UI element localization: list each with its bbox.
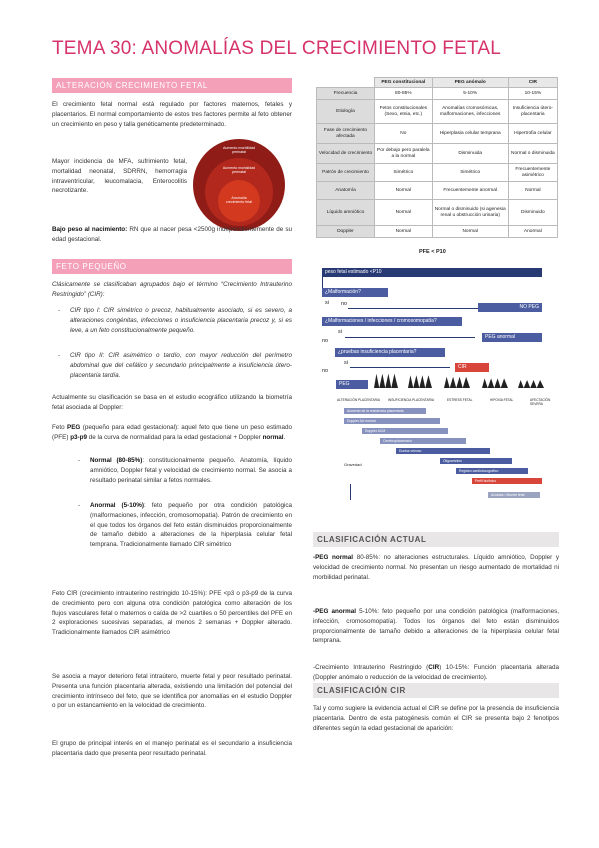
table-cell: Disminuido [508, 200, 557, 226]
table-cell: Normal [375, 200, 433, 226]
stage-bar: Registro cardiotocográfico [456, 468, 528, 474]
table-cell: Normal [508, 182, 557, 200]
table-cell: Hiperplasia celular temprana [432, 124, 508, 144]
stage-label: INSUFICIENCIA PLACENTARIA [388, 398, 434, 402]
row-header: Anatomía [317, 182, 375, 200]
bullet-peg-anormal: - Anormal (5-10%): feto pequeño por otra condición patológica (malformaciones, infección, cromosomopatía). Patrón de crecimiento en el que todos los órganos del feto están disminuidos proporcionalmente de tamaño debido a alteraciones de la hiperplasia celular fetal temprana. Tradicionalmente llamado CIR simétrico [78, 502, 293, 549]
table-cell: Normal [375, 182, 433, 200]
comparison-table [316, 77, 558, 238]
flow-q1: peso fetal estimado <P10 [322, 268, 542, 277]
paragraph-cir: -Crecimiento Intrauterino Restringido (CIR) 10-15%: Función placentaria alterada (Doppler anómalo o reducción de la velocidad de crecimiento). [313, 664, 559, 681]
table-cell: Disminuida [432, 144, 508, 164]
section-header-clasificacion-actual: CLASIFICACIÓN ACTUAL [313, 532, 559, 547]
table-header: CIR [508, 78, 557, 88]
row-header: Etiología [317, 100, 375, 124]
stage-label: AFECTACIÓN SEVERA [530, 398, 551, 406]
table-cell: Normal o disminuida [508, 144, 557, 164]
paragraph-intro: El crecimiento fetal normal está regulado por factores maternos, fetales y placentarios. El normal comportamiento de estos tres factores permite al feto obtener un crecimiento en peso y talla genéticamente predeterminado. [52, 101, 292, 128]
table-cell: 5-10% [432, 88, 508, 100]
stage-label: HIPOXIA FETAL [490, 398, 514, 402]
paragraph-actualmente: Actualmente su clasificación se basa en el estudio ecográfico utilizando la biometría fetal asociada al Doppler: [52, 394, 292, 411]
severity-arrow [350, 484, 351, 500]
section-header-clasificacion-cir: CLASIFICACIÓN CIR [313, 683, 559, 698]
stage-label: ESTRESS FETAL [447, 398, 473, 402]
table-header: PEG anómalo [432, 78, 508, 88]
table-row [317, 124, 558, 144]
table-cell: Normal o disminuido (si agenesia renal u obstrucción urinaria) [432, 200, 508, 226]
circle-inner-label: Anomalía crecimiento fetal [225, 196, 253, 205]
doppler-waveform [482, 372, 508, 388]
table-cell: No [375, 124, 433, 144]
doppler-waveform [374, 372, 398, 388]
bajo-peso-label: Bajo peso al nacimiento: [52, 226, 128, 233]
bajo-peso-text: RN que al nacer pesa <2500g independientemente de su edad gestacional. [52, 226, 292, 243]
flow-si-2: si [338, 329, 342, 335]
section-header-feto-pequeno: FETO PEQUEÑO [52, 259, 292, 274]
stage-bar: Acidosis / Muerte fetal [488, 492, 540, 498]
table-row [317, 144, 558, 164]
row-header: Fase de crecimiento afectada [317, 124, 375, 144]
table-row [317, 226, 558, 238]
table-header-row [317, 78, 558, 88]
row-header: Patrón de crecimiento [317, 164, 375, 182]
paragraph-clasico: Clásicamente se clasificaban agrupados bajo el término “Crecimiento Intrauterino Restringido” (CIR): [52, 281, 292, 298]
table-cell: Simétrico [375, 164, 433, 182]
doppler-waveform [444, 372, 470, 388]
table-cell: 80-85% [375, 88, 433, 100]
flow-result-peg-anormal: PEG anormal [482, 333, 542, 342]
table-cell: Anomalías cromosómicas, malformaciones, infecciones [432, 100, 508, 124]
flow-top-label: PFE < P10 [419, 249, 446, 255]
paragraph-clasificacion-cir: Tal y como sugiere la evidencia actual el CIR se define por la presencia de insuficiencia placentaria. Dentro de esta patogénesis común el CIR se presenta bajo 2 fenotipos diferentes según la edad gestacional de aparición: [313, 705, 559, 732]
paragraph-incidence: Mayor incidencia de MFA, sufrimiento fetal, mortalidad neonatal, SDRRN, hemorragia intraventricular, leucomalacia, Enterocolitis necrotizante. [52, 158, 187, 195]
table-row [317, 100, 558, 124]
stage-label: ALTERACIÓN PLACENTARIA [337, 398, 380, 402]
circle-mid-label: Aumento mortalidad perinatal [222, 166, 256, 175]
bullet-peg-normal: - Normal (80-85%): constitucionalmente pequeño. Anatomía, líquido amniótico, Doppler fetal y velocidad de crecimiento normal. Se asocia a resultado perinatal similar a fetos normales. [78, 457, 292, 484]
table-row [317, 200, 558, 226]
table-cell: Insuficiencia útero-placentaria [508, 100, 557, 124]
doppler-waveform [518, 372, 544, 388]
row-header: Líquido amniótico [317, 200, 375, 226]
stage-bar: Ductus venoso [396, 448, 490, 454]
stage-bar: Doppler AU normal [344, 418, 440, 424]
flow-result-cir: CIR [455, 363, 489, 372]
stage-bar: Cerebroplacentario [380, 438, 466, 444]
paragraph-feto-cir: Feto CIR (crecimiento intrauterino restringido 10-15%): PFE <p3 o p3-p9 de la curva de crecimiento pero con alguna otra condición patológica como alteración de los flujos vasculares fetal o maternos o caída de >2 cuartiles o 50 percentiles del PFE en 2 exploraciones sucesivas separadas, al menos 2 semanas + Doppler alterado. Tradicionalmente llamados CIR asimétrico [52, 590, 292, 637]
flow-result-no-peg: NO PEG [478, 303, 542, 312]
table-header: PEG constitucional [375, 78, 433, 88]
paragraph-feto-peg: Feto PEG (pequeño para edad gestacional): aquel feto que tiene un peso estimado (PFE) p3-p9 de la curva de normalidad para la edad gestacional + Doppler normal. [52, 424, 292, 441]
doppler-waveform [408, 372, 432, 388]
paragraph-deterioro: Se asocia a mayor deterioro fetal intraútero, muerte fetal y peor resultado perinatal. Presenta una función placentaria alterada, existiendo una limitación del potencial del crecimiento intrínseco del feto, que se identifica por anomalías en el estudio Doppler o por un estancamiento en la velocidad de crecimiento. [52, 673, 292, 710]
paragraph-interes: El grupo de principal interés en el manejo perinatal es el secundario a insuficiencia placentaria dado que presenta peor resultado perinatal. [52, 740, 292, 757]
row-header: Velocidad de crecimiento [317, 144, 375, 164]
bullet-cir-tipo-1-text: CIR tipo I: CIR simétrico o precoz, habitualmente asociado, si es severo, a alteraciones congénitas, infecciones o insuficiencia placentaria precoz y, si es leve, a un feto constitucionalmente pequeño. [70, 307, 292, 334]
page-title: TEMA 30: ANOMALÍAS DEL CRECIMIENTO FETAL [52, 38, 501, 59]
flow-no-3: no [322, 368, 329, 374]
row-header: Frecuencia [317, 88, 375, 100]
flow-si-3: si [344, 360, 348, 366]
paragraph-bajo-peso [52, 225, 292, 245]
stage-bar: Aumento de la resistencia placentaria [344, 408, 426, 414]
table-cell: Hipertrofia celular [508, 124, 557, 144]
table-cell: Simétrico [432, 164, 508, 182]
flow-si-1: si [325, 300, 329, 306]
bullet-cir-tipo-2: - CIR tipo II: CIR asimétrico o tardío, con mayor reducción del perímetro abdominal que del cefálico y secundario principalmente a insuficiencia útero-placentaria tardía. [58, 352, 292, 379]
paragraph-peg-normal: -PEG normal 80-85%: no alteraciones estructurales. Líquido amniótico, Doppler y velocidad de crecimiento normal. No presentan un riesgo aumentado de mortalidad ni morbilidad perinatal. [313, 554, 560, 581]
table-cell: Por debajo pero paralela a la normal [375, 144, 433, 164]
stage-bar: Doppler ACM [362, 428, 448, 434]
table-row [317, 164, 558, 182]
flow-q3: ¿Malformaciones / infecciones / cromosomopatía? [322, 317, 462, 326]
flow-q4: ¿pruebas insuficiencia placentaria? [335, 348, 445, 357]
table-cell: Normal [432, 226, 508, 238]
paragraph-peg-anormal: -PEG anormal 5-10%: feto pequeño por una condición patológica (malformaciones, infección, cromosomopatía). Todos los órganos del feto están disminuidos proporcionalmente de tamaño debido a alteraciones de la hiperplasia celular fetal temprana. [313, 608, 559, 645]
bullet-cir-tipo-2-text: CIR tipo II: CIR asimétrico o tardío, con mayor reducción del perímetro abdominal que del cefálico y secundario principalmente a insuficiencia útero-placentaria tardía. [70, 352, 292, 379]
flow-q2: ¿Malformación? [322, 288, 388, 297]
table-cell: Fetos constitucionales (Sexo, etnia, etc.) [375, 100, 433, 124]
flow-no-2: no [322, 338, 329, 344]
stage-bar: Oligoamnios [440, 458, 512, 464]
circle-outer-label: Aumento morbilidad perinatal [223, 146, 255, 155]
stage-bar: Perfil biofísico [472, 478, 542, 484]
section-header-alteracion: ALTERACIÓN CRECIMIENTO FETAL [52, 78, 292, 93]
table-cell: Anormal [508, 226, 557, 238]
bullet-cir-tipo-1: - CIR tipo I: CIR simétrico o precoz, habitualmente asociado, si es severo, a alteraciones congénitas, infecciones o insuficiencia placentaria precoz y, si es leve, a un feto constitucionalmente pequeño. [58, 307, 292, 334]
flow-no-1: no [341, 301, 348, 307]
row-header: Doppler [317, 226, 375, 238]
table-cell: 10-15% [508, 88, 557, 100]
table-cell: Frecuentemente asimétrico [508, 164, 557, 182]
table-cell: Frecuentemente anormal [432, 182, 508, 200]
table-row [317, 88, 558, 100]
flow-result-peg: PEG [336, 380, 368, 389]
severity-label: Gravedad [344, 462, 362, 467]
table-row [317, 182, 558, 200]
table-cell: Normal [375, 226, 433, 238]
